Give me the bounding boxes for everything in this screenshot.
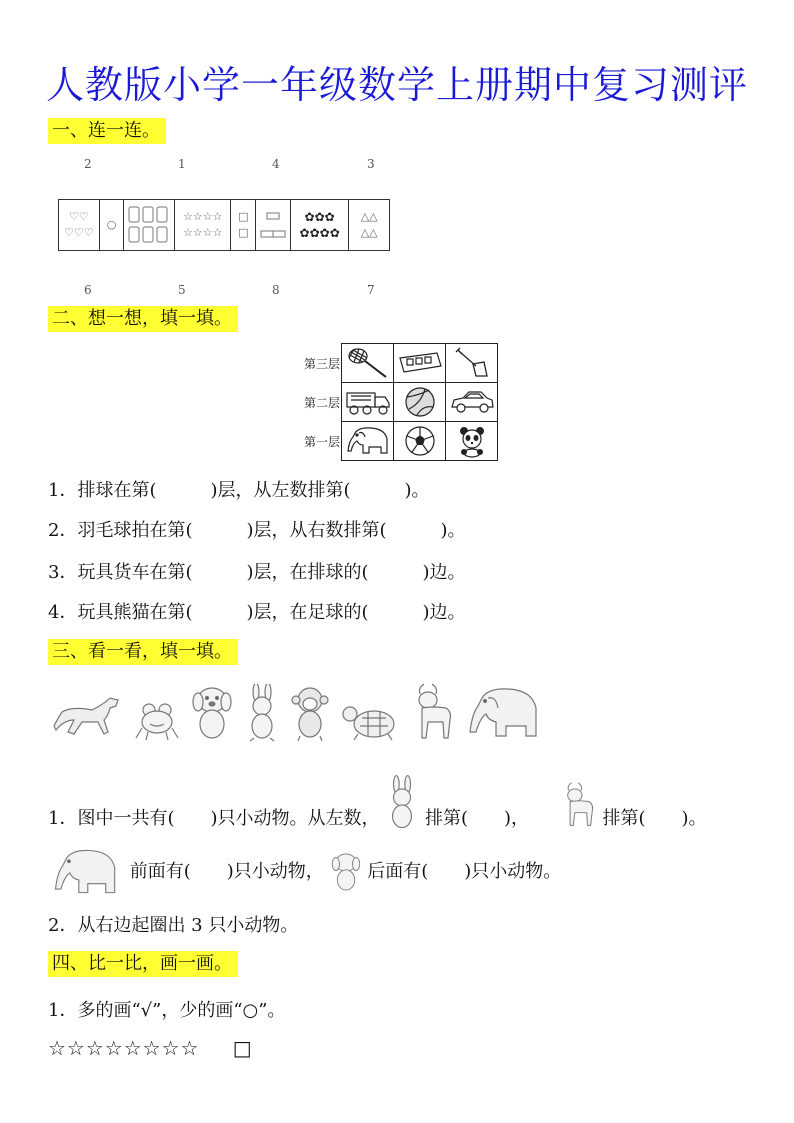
triangles-icon: △△ △△: [360, 210, 378, 239]
question-text: 2．从右边起圈出 3 只小动物。: [48, 915, 299, 936]
connect-number: 1: [178, 157, 186, 171]
connect-number: 6: [84, 283, 92, 297]
goat-icon: [408, 680, 456, 742]
turtle-icon: [340, 700, 398, 742]
question-text: 4．玩具熊猫在第( )层，在足球的( )边。: [48, 602, 466, 623]
hearts-icon: ♡♡ ♡♡♡: [59, 200, 100, 250]
panda-icon: [445, 421, 498, 461]
page-title: 人教版小学一年级数学上册期中复习测评: [45, 63, 748, 107]
connect-number: 8: [272, 283, 280, 297]
question-text: 3．玩具货车在第( )层，在排球的( )边。: [48, 562, 466, 583]
horse-icon: [52, 694, 124, 742]
flowers-icon: ✿✿✿ ✿✿✿✿: [291, 200, 349, 250]
stars-row: [48, 1036, 253, 1060]
rabbit-icon: [385, 775, 419, 833]
shelf-row-label: 第三层: [303, 357, 340, 371]
question-text: 2．羽毛球拍在第( )层，从右数排第( )。: [48, 520, 466, 541]
shelf-row-label: 第二层: [303, 396, 340, 410]
shelf-row: [298, 383, 498, 422]
connect-number: 4: [272, 157, 280, 171]
goat-icon: [559, 776, 597, 832]
soccer-ball-icon: [393, 421, 446, 461]
toy-box-icon: [393, 343, 446, 383]
section-heading-2: 二、想一想，填一填。: [48, 306, 238, 332]
circle-icon: ○: [100, 200, 125, 250]
shelf-row-label: 第一层: [303, 435, 340, 449]
volleyball-icon: [393, 382, 446, 422]
shelf-row: [298, 344, 498, 383]
question-text-part: 后面有( )只小动物。: [367, 861, 562, 882]
connect-number: 7: [367, 283, 375, 297]
dog-icon: [190, 684, 234, 742]
question-text: [48, 804, 707, 833]
question-text: 1．排球在第( )层，从左数排第( )。: [48, 480, 430, 501]
elephant-icon: [48, 846, 124, 898]
question-text-part: 前面有( )只小动物，: [129, 861, 324, 882]
question-text-part: 排第( )，: [424, 808, 530, 829]
connect-number: 5: [178, 283, 186, 297]
squares-icon: □ □: [231, 200, 256, 250]
cans-icon: [124, 200, 175, 250]
question-text-part: 排第( )。: [602, 808, 707, 829]
elephant-icon: [466, 684, 542, 742]
section-heading-4: 四、比一比，画一画。: [48, 951, 238, 977]
answer-box[interactable]: □: [232, 1036, 253, 1060]
question-text: 1．多的画“√”，少的画“○”。: [48, 1000, 286, 1021]
section-heading-3: 三、看一看，填一填。: [48, 639, 238, 665]
rabbit-icon: [244, 684, 280, 742]
connect-number: 2: [84, 157, 92, 171]
toy-car-icon: [445, 382, 498, 422]
monkey-icon: [290, 684, 330, 742]
stars-icon: ☆☆☆☆ ☆☆☆☆: [175, 200, 231, 250]
toy-truck-icon: [341, 382, 394, 422]
shovel-icon: [445, 343, 498, 383]
animal-row: [52, 680, 542, 742]
dog-icon: [330, 851, 362, 893]
badminton-racket-icon: [341, 343, 394, 383]
shelf-row: [298, 422, 498, 461]
section-heading-1: 一、连一连。: [48, 118, 166, 144]
frog-icon: [134, 700, 180, 742]
question-text: [48, 846, 561, 898]
shelf-grid: [298, 344, 498, 461]
question-text-part: 1．图中一共有( )只小动物。从左数，: [48, 808, 380, 829]
stars-text: ☆☆☆☆☆☆☆☆: [48, 1036, 200, 1060]
rectangles-icon: [256, 200, 291, 250]
connect-number: 3: [367, 157, 375, 171]
connect-strip: [58, 199, 390, 251]
elephant-icon: [341, 421, 394, 461]
